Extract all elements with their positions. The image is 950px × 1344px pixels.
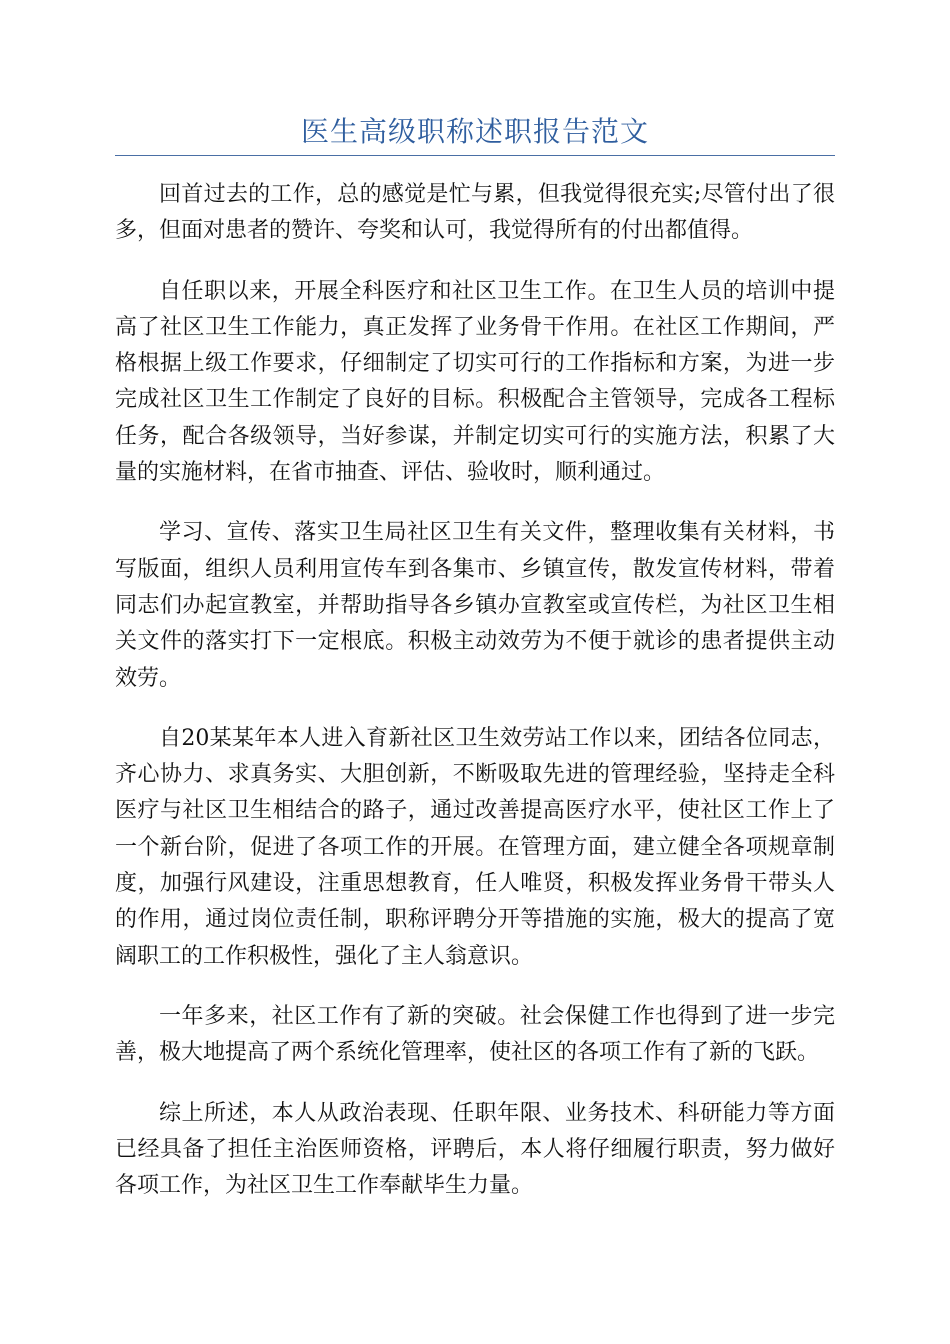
document-body: [115, 177, 835, 1204]
title-underline: [115, 155, 835, 156]
paragraph-4: 自20某某年本人进入育新社区卫生效劳站工作以来，团结各位同志，齐心协力、求真务实、大胆创新，不断吸取先进的管理经验，坚持走全科医疗与社区卫生相结合的路子，通过改善提高医疗水平，使社区工作上了一个新台阶，促进了各项工作的开展。在管理方面，建立健全各项规章制度，加强行风建设，注重思想教育，任人唯贤，积极发挥业务骨干带头人的作用，通过岗位责任制，职称评聘分开等措施的实施，极大的提高了宽阔职工的工作积极性，强化了主人翁意识。: [115, 725, 835, 969]
paragraph-1: 回首过去的工作，总的感觉是忙与累，但我觉得很充实;尽管付出了很多，但面对患者的赞许、夸奖和认可，我觉得所有的付出都值得。: [115, 182, 835, 244]
document-title: 医生高级职称述职报告范文: [300, 115, 649, 148]
paragraph-2: 自任职以来，开展全科医疗和社区卫生工作。在卫生人员的培训中提高了社区卫生工作能力，真正发挥了业务骨干作用。在社区工作期间，严格根据上级工作要求，仔细制定了切实可行的工作指标和方案，为进一步完成社区卫生工作制定了良好的目标。积极配合主管领导，完成各工程标任务，配合各级领导，当好参谋，并制定切实可行的实施方法，积累了大量的实施材料，在省市抽查、评估、验收时，顺利通过。: [115, 278, 835, 486]
paragraph-5: 一年多来，社区工作有了新的突破。社会保健工作也得到了进一步完善，极大地提高了两个系统化管理率，使社区的各项工作有了新的飞跃。: [115, 1003, 835, 1066]
paragraph-6: 综上所述，本人从政治表现、任职年限、业务技术、科研能力等方面已经具备了担任主治医师资格，评聘后，本人将仔细履行职责，努力做好各项工作，为社区卫生工作奉献毕生力量。: [115, 1100, 835, 1199]
paragraph-3: 学习、宣传、落实卫生局社区卫生有关文件，整理收集有关材料，书写版面，组织人员利用宣传车到各集市、乡镇宣传，散发宣传材料，带着同志们办起宣教室，并帮助指导各乡镇办宣教室或宣传栏，为社区卫生相关文件的落实打下一定根底。积极主动效劳为不便于就诊的患者提供主动效劳。: [115, 520, 835, 691]
